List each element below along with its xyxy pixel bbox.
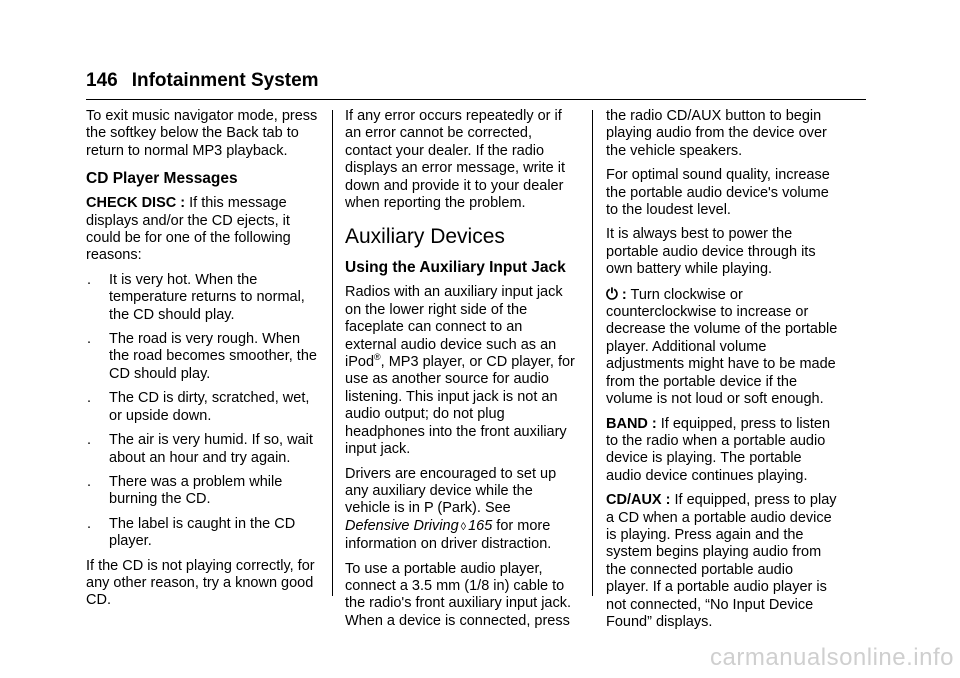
bullet-marker: . bbox=[87, 515, 92, 532]
battery-paragraph: It is always best to power the portable audio device through its own battery while playing. bbox=[606, 226, 816, 278]
bullet-text: The CD is dirty, scratched, wet, or upside down. bbox=[109, 390, 310, 424]
band-text: If equipped, press to listen to the radio when a portable audio device is playing. The portable audio device continues playing. bbox=[606, 415, 831, 484]
page-reference-number[interactable]: 165 bbox=[468, 517, 493, 534]
drivers-paragraph bbox=[345, 466, 577, 554]
optimal-sound-paragraph: For optimal sound quality, increase the portable audio device's volume to the loudest level. bbox=[606, 167, 830, 219]
bullet-marker: . bbox=[87, 271, 92, 288]
closing-paragraph: If the CD is not playing correctly, for any other reason, try a known good CD. bbox=[86, 557, 315, 609]
check-disc-text: If this message displays and/or the CD ejects, it could be for one of the following reasons: bbox=[86, 195, 291, 264]
list-item bbox=[86, 390, 318, 425]
cd-aux-text: If equipped, press to play a CD when a portable audio device is playing. Press again and the system begins playing audio from the connected portable audio player. If a portable audio player is not connected, “No Input Device Found” displays. bbox=[606, 492, 837, 630]
bullet-text: The label is caught in the CD player. bbox=[109, 515, 296, 550]
defensive-driving-link[interactable]: Defensive Driving bbox=[345, 517, 459, 534]
radios-text-b: , MP3 player, or CD player, for use as another source for audio listening. This input jack is not an audio output; do not plug headphones into the front auxiliary input jack. bbox=[345, 354, 575, 458]
column-1 bbox=[86, 108, 318, 617]
drivers-text-a: Drivers are encouraged to set up any auxiliary device while the vehicle is in P (Park). See bbox=[345, 465, 557, 517]
band-paragraph bbox=[606, 416, 838, 486]
column-divider-1 bbox=[332, 110, 333, 596]
radios-paragraph bbox=[345, 284, 577, 458]
registered-mark: ® bbox=[374, 352, 381, 363]
drivers-text-b: for more information on driver distraction. bbox=[345, 517, 552, 553]
column-3 bbox=[606, 108, 838, 638]
cd-aux-paragraph bbox=[606, 492, 838, 631]
use-paragraph: To use a portable audio player, connect a 3.5 mm (1/8 in) cable to the radio's front auxiliary input jack. When a device is connected, press bbox=[345, 560, 572, 629]
page-number: 146 bbox=[86, 70, 118, 91]
power-knob-icon: ⏻ bbox=[606, 285, 618, 303]
bullet-text: The air is very humid. If so, wait about an hour and try again. bbox=[109, 432, 313, 466]
bullet-text: There was a problem while burning the CD. bbox=[109, 473, 283, 508]
cd-aux-term: CD/AUX : bbox=[606, 492, 671, 509]
list-item bbox=[86, 516, 318, 551]
band-term: BAND : bbox=[606, 415, 657, 432]
power-knob-colon: : bbox=[617, 286, 627, 303]
bullet-text: The road is very rough. When the road becomes smoother, the CD should play. bbox=[109, 331, 317, 382]
list-item bbox=[86, 272, 318, 324]
check-disc-paragraph bbox=[86, 195, 318, 265]
watermark: carmanualsonline.info bbox=[710, 644, 954, 671]
intro-paragraph: To exit music navigator mode, press the softkey below the Back tab to return to normal MP3 playback. bbox=[86, 108, 318, 159]
bullet-marker: . bbox=[87, 390, 92, 407]
list-item bbox=[86, 331, 318, 383]
page-header bbox=[86, 70, 319, 92]
page-reference-icon: ◊ bbox=[460, 520, 467, 533]
error-paragraph: If any error occurs repeatedly or if an error cannot be corrected, contact your dealer. If the radio displays an error message, write it down and provide it to your dealer when reporting the problem. bbox=[345, 108, 565, 212]
auxiliary-devices-heading: Auxiliary Devices bbox=[345, 225, 505, 249]
header-rule bbox=[86, 99, 866, 100]
continued-paragraph: the radio CD/AUX button to begin playing audio from the device over the vehicle speakers. bbox=[606, 108, 827, 159]
bullet-marker: . bbox=[87, 432, 92, 449]
aux-input-jack-heading: Using the Auxiliary Input Jack bbox=[345, 259, 566, 277]
list-item bbox=[86, 432, 318, 467]
column-2 bbox=[345, 108, 577, 637]
radios-text-a: Radios with an auxiliary input jack on the lower right side of the faceplate can connect to an external audio device such as an iPod bbox=[345, 284, 563, 371]
bullet-marker: . bbox=[87, 473, 92, 490]
bullet-text: It is very hot. When the temperature returns to normal, the CD should play. bbox=[109, 271, 305, 323]
bullet-marker: . bbox=[87, 331, 92, 348]
volume-knob-paragraph bbox=[606, 286, 838, 409]
cd-player-messages-heading: CD Player Messages bbox=[86, 170, 238, 188]
check-disc-term: CHECK DISC : bbox=[86, 195, 186, 212]
section-title: Infotainment System bbox=[131, 70, 319, 91]
column-divider-2 bbox=[592, 110, 593, 596]
volume-knob-text: Turn clockwise or counterclockwise to increase or decrease the volume of the portable player. Additional volume adjustments might have to be made from the portable device if the volume is not loud or soft enough. bbox=[606, 286, 838, 408]
list-item bbox=[86, 474, 318, 509]
